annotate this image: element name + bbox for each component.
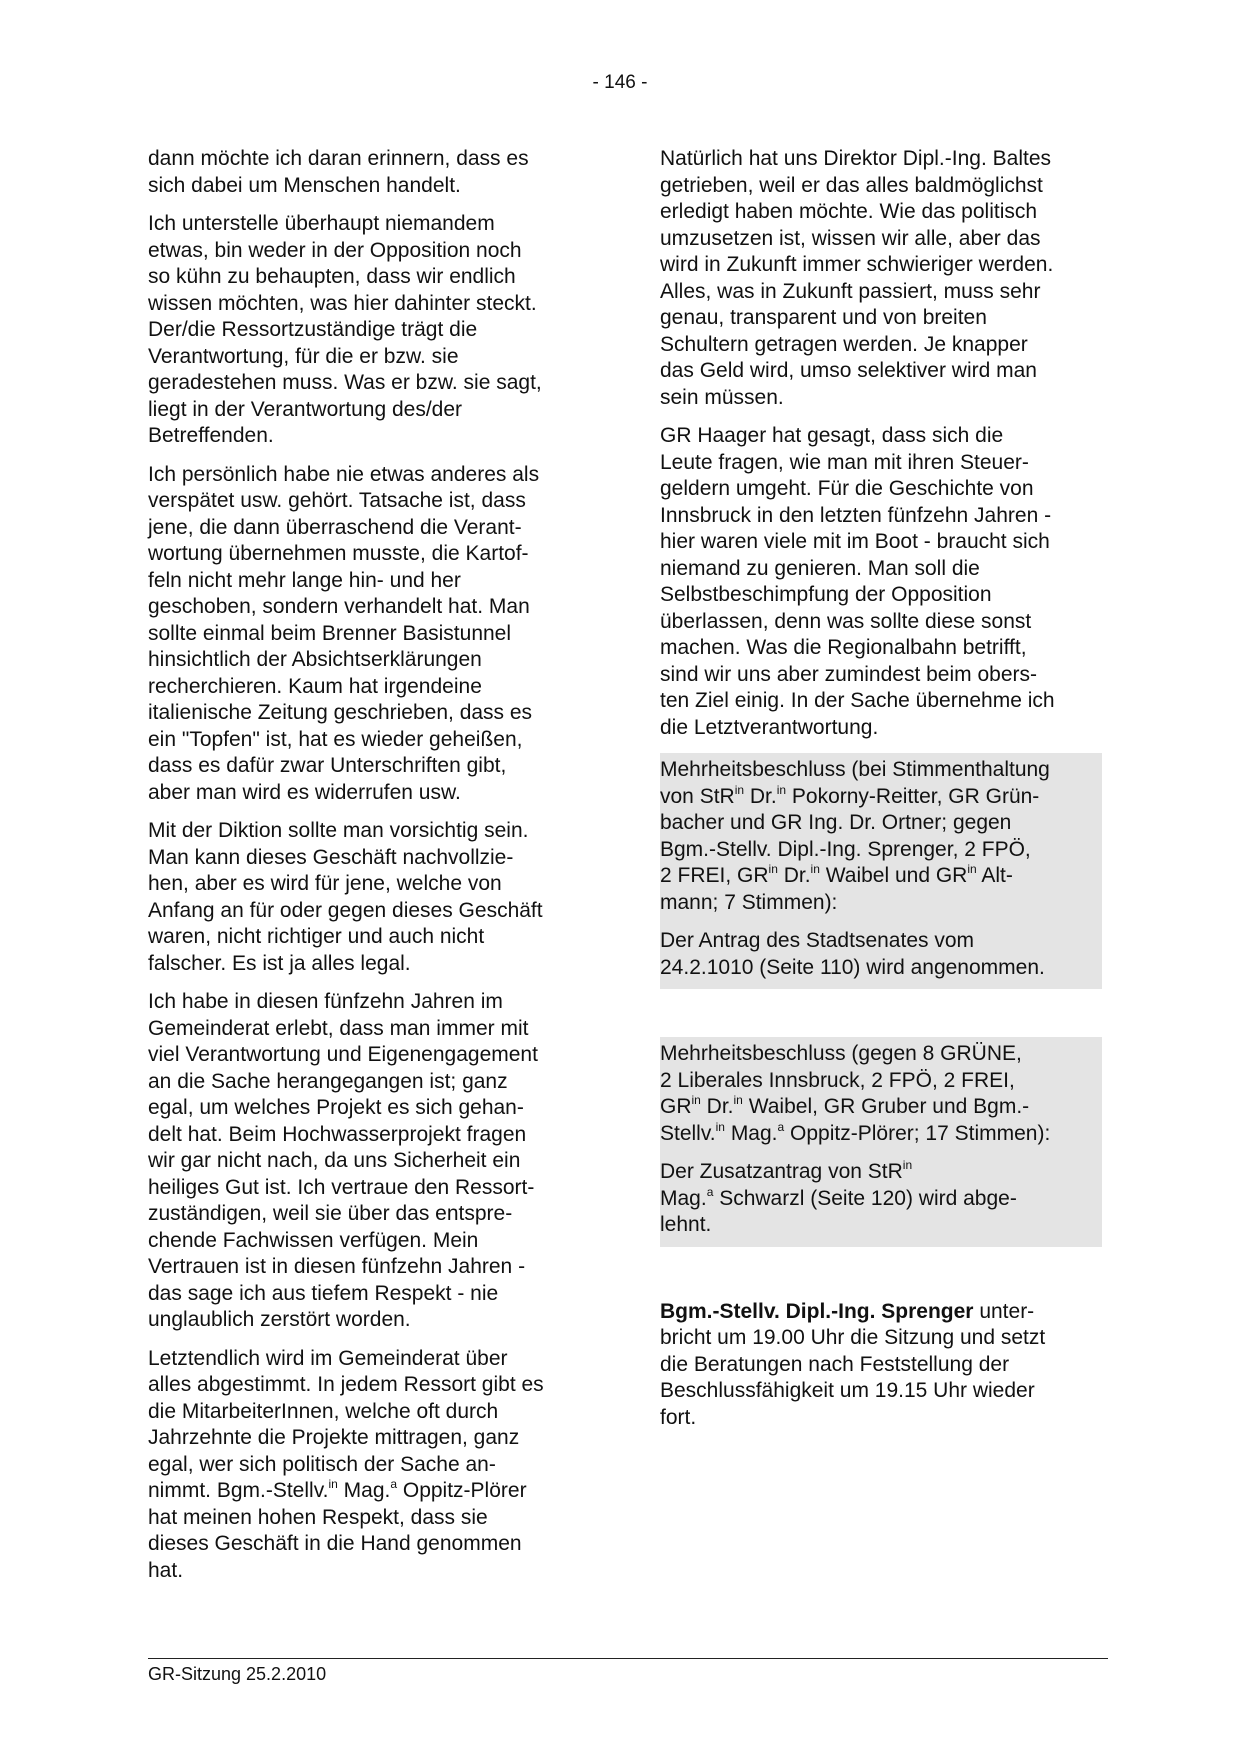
resolution-box-1: [660, 753, 1102, 989]
paragraph: dann möchte ich daran erinnern, dass es sich dabei um Menschen handelt.: [148, 147, 529, 197]
resolution-vote: Mehrheitsbeschluss (bei Stimmenthaltung von StR$^{in}$ Dr.$^{in}$ Pokorny-Reitter, GR Grün- bacher und GR Ing. Dr. Ortner; gegen Bgm.-Stellv. Dipl.-Ing. Sprenger, 2 FPÖ, 2 FREI, $GR^{in}$ Dr.$^{in}$ Waibel und $GR^{in}$ Alt- mann; 7 Stimmen):: [660, 758, 1050, 914]
left-column: [148, 146, 590, 1596]
page-number: - 146 -: [592, 72, 648, 93]
paragraph: Natürlich hat uns Direktor Dipl.-Ing. Baltes getrieben, weil er das alles baldmöglichst erledigt haben möchte. Wie das politisch umzusetzen ist, wissen wir alle, aber das wird in Zukunft immer schwieriger werden. Alles, was in Zukunft passiert, muss sehr genau, transparent und von breiten Schultern getragen werden. Je knapper das Geld wird, umso selektiver wird man sein müssen.: [660, 147, 1054, 409]
paragraph: Ich habe in diesen fünfzehn Jahren im Gemeinderat erlebt, dass man immer mit viel Verantwortung und Eigenengagement an die Sache herangegangen ist; ganz egal, um welches Projekt es sich gehan- delt hat. Beim Hochwasserprojekt fragen wir gar nicht nach, da uns Sicherheit ein heiliges Gut ist. Ich vertraue den Ressort- zuständigen, weil sie über das entspre- chende Fachwissen verfügen. Mein Vertrauen ist in diesen fünfzehn Jahren - das sage ich aus tiefem Respekt - nie unglaublich zerstört worden.: [148, 990, 538, 1331]
closing-paragraph: Bgm.-Stellv. Dipl.-Ing. Sprenger unter- bricht um 19.00 Uhr die Sitzung und setzt die Beratungen nach Feststellung der Beschlussfähigkeit um 19.15 Uhr wieder fort.: [660, 1299, 1046, 1429]
paragraph: GR Haager hat gesagt, dass sich die Leute fragen, wie man mit ihren Steuer- geldern umgeht. Für die Geschichte von Innsbruck in den letzten fünfzehn Jahren - hier waren viele mit im Boot - braucht sich niemand zu genieren. Man soll die Selbstbeschimpfung der Opposition überlassen, denn was sollte diese sonst machen. Was die Regionalbahn betrifft, sind wir uns aber zumindest beim obers- ten Ziel einig. In der Sache übernehme ich die Letztverantwortung.: [660, 424, 1055, 739]
paragraph: Ich persönlich habe nie etwas anderes als verspätet usw. gehört. Tatsache ist, dass jene, die dann überraschend die Verant- wortung übernehmen musste, die Kartof- feln nicht mehr lange hin- und her geschoben, sondern verhandelt hat. Man sollte einmal beim Brenner Basistunnel hinsichtlich der Absichtserklärungen recherchieren. Kaum hat irgendeine italienische Zeitung geschrieben, dass es ein "Topfen" ist, hat es wieder geheißen, dass es dafür zwar Unterschriften gibt, aber man wird es widerrufen usw.: [148, 462, 540, 804]
paragraph: Letztendlich wird im Gemeinderat über alles abgestimmt. In jedem Ressort gibt es die MitarbeiterInnen, welche oft durch Jahrzehnte die Projekte mittragen, ganz egal, wer sich politisch der Sache an- nimmt. Bgm.-Stellv.$^{in}$ Mag.$^a$ Oppitz-Plörer hat meinen hohen Respekt, dass sie dieses Geschäft in die Hand genommen hat.: [148, 1346, 544, 1582]
footer-text: GR-Sitzung 25.2.2010: [148, 1664, 327, 1684]
resolution-box-2: [660, 1037, 1102, 1247]
resolution-decision: Der Zusatzantrag von StR$^{in}$ Mag.$^a$ Schwarzl (Seite 120) wird abge- lehnt.: [660, 1158, 1017, 1236]
right-column: [660, 146, 1102, 1443]
resolution-vote: Mehrheitsbeschluss (gegen 8 GRÜNE, 2 Liberales Innsbruck, 2 FPÖ, 2 FREI, $GR^{in}$ Dr.$^{in}$ Waibel, GR Gruber und Bgm.- Stellv.$^{in}$ Mag.$^a$ Oppitz-Plörer; 17 Stimmen):: [660, 1042, 1051, 1145]
paragraph: Ich unterstelle überhaupt niemandem etwas, bin weder in der Opposition noch so kühn zu behaupten, dass wir endlich wissen möchten, was hier dahinter steckt. Der/die Ressortzuständige trägt die Verantwortung, für die er bzw. sie geradestehen muss. Was er bzw. sie sagt, liegt in der Verantwortung des/der Betreffenden.: [148, 212, 542, 447]
resolution-decision: Der Antrag des Stadtsenates vom 24.2.1010 (Seite 110) wird angenommen.: [660, 929, 1045, 979]
footer-divider: [148, 1658, 1108, 1659]
speaker-name: Bgm.-Stellv. Dipl.-Ing. Sprenger: [660, 1299, 974, 1323]
paragraph: Mit der Diktion sollte man vorsichtig sein. Man kann dieses Geschäft nachvollzie- hen, aber es wird für jene, welche von Anfang an für oder gegen dieses Geschäft waren, nicht richtiger und auch nicht falscher. Es ist ja alles legal.: [148, 819, 543, 975]
